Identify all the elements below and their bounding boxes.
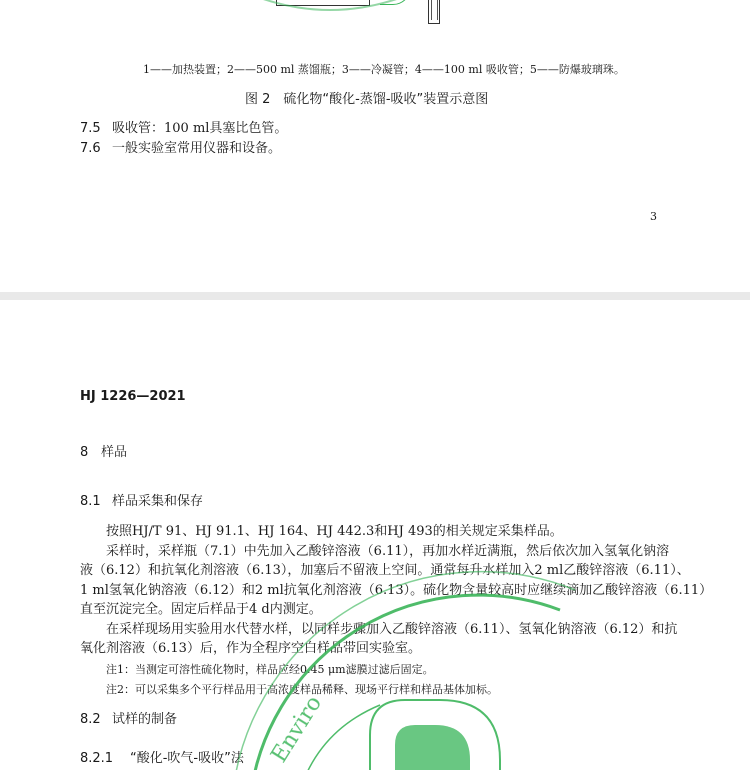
paragraph-line: 采样时，采样瓶（7.1）中先加入乙酸锌溶液（6.11），再加水样近满瓶，然后依次加入氢氧化钠溶 bbox=[106, 544, 670, 559]
page-number: 3 bbox=[650, 210, 657, 223]
item-text-7-6: 一般实验室常用仪器和设备。 bbox=[112, 141, 282, 156]
section-8-2-number: 8.2 bbox=[80, 712, 101, 727]
document-page-4 bbox=[0, 300, 750, 770]
document-page-3 bbox=[0, 0, 750, 292]
paragraph-line: 1 ml氢氧化钠溶液（6.12）和2 ml抗氧化剂溶液（6.13）。硫化物含量较高时应继续滴加乙酸锌溶液（6.11） bbox=[80, 583, 713, 598]
watermark-text: Enviro bbox=[266, 691, 328, 768]
section-8-2-1-number: 8.2.1 bbox=[80, 751, 114, 766]
section-8-number: 8 bbox=[80, 445, 89, 460]
section-8-2-title: 试样的制备 bbox=[112, 712, 178, 727]
item-number-7-5: 7.5 bbox=[80, 121, 101, 136]
section-8-1-number: 8.1 bbox=[80, 494, 101, 509]
note-2: 注2：可以采集多个平行样品用于高浓度样品稀释、现场平行样和样品基体加标。 bbox=[106, 683, 498, 696]
section-8-1-title: 样品采集和保存 bbox=[112, 494, 204, 509]
apparatus-tube-curve bbox=[380, 0, 411, 5]
paragraph-line: 直至沉淀完全。固定后样品于4 d内测定。 bbox=[80, 602, 322, 617]
figure-caption: 图 2 硫化物“酸化-蒸馏-吸收”装置示意图 bbox=[245, 92, 489, 107]
item-text-7-5: 吸收管：100 ml具塞比色管。 bbox=[112, 121, 288, 136]
paragraph-line: 按照HJ/T 91、HJ 91.1、HJ 164、HJ 442.3和HJ 493的相关规定采集样品。 bbox=[106, 524, 563, 539]
document-header: HJ 1226—2021 bbox=[80, 389, 186, 404]
paragraph-line: 液（6.12）和抗氧化剂溶液（6.13），加塞后不留液上空间。通常每升水样加入2 ml乙酸锌溶液（6.11）、 bbox=[80, 563, 690, 578]
absorption-tube-drawing bbox=[428, 0, 440, 24]
section-8-2-1-title: “酸化-吹气-吸收”法 bbox=[130, 751, 244, 766]
apparatus-frame bbox=[276, 0, 370, 6]
note-1: 注1：当测定可溶性硫化物时，样品应经0.45 μm滤膜过滤后固定。 bbox=[106, 663, 434, 676]
page-separator bbox=[0, 292, 750, 300]
section-8-title: 样品 bbox=[101, 445, 128, 460]
paragraph-line: 氧化剂溶液（6.13）后，作为全程序空白样品带回实验室。 bbox=[80, 641, 421, 656]
paragraph-line: 在采样现场用实验用水代替水样，以同样步骤加入乙酸锌溶液（6.11）、氢氧化钠溶液（6.12）和抗 bbox=[106, 622, 678, 637]
figure-legend: 1——加热装置；2——500 ml 蒸馏瓶；3——冷凝管；4——100 ml 吸收管；5——防爆玻璃珠。 bbox=[143, 63, 625, 76]
item-number-7-6: 7.6 bbox=[80, 141, 101, 156]
